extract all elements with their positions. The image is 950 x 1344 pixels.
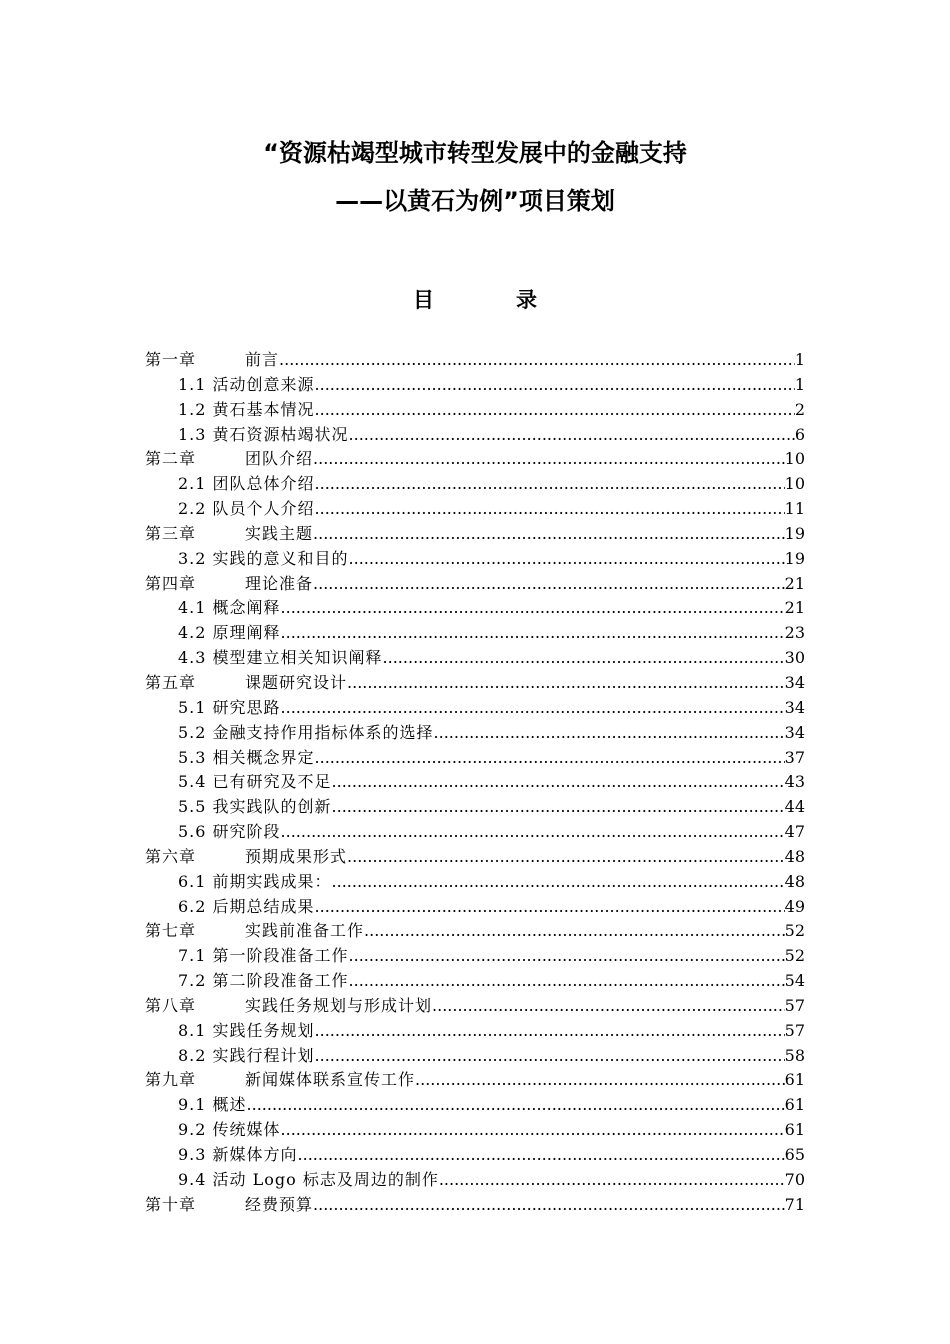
toc-entry-text: 9.2 传统媒体 <box>178 1120 281 1140</box>
toc-dot-leader <box>313 447 785 472</box>
toc-entry-text: 4.1 概念阐释 <box>178 598 281 618</box>
toc-entry-text: 9.3 新媒体方向 <box>178 1145 298 1164</box>
toc-dot-leader <box>347 845 785 870</box>
toc-page-number: 6 <box>794 424 805 444</box>
toc-section-entry[interactable] <box>145 1143 805 1168</box>
toc-dot-leader <box>279 348 795 373</box>
toc-heading-char-2: 录 <box>516 288 537 312</box>
toc-page-number: 49 <box>784 896 805 916</box>
toc-section-entry[interactable] <box>145 646 805 671</box>
toc-page-number: 57 <box>784 1020 805 1040</box>
toc-dot-leader <box>313 1193 785 1218</box>
toc-entry-text: 1.3 黄石资源枯竭状况 <box>178 424 349 444</box>
toc-chapter-number: 第七章 <box>145 921 197 941</box>
toc-section-entry[interactable] <box>145 423 805 448</box>
toc-dot-leader <box>383 646 785 671</box>
toc-dot-leader <box>315 373 795 398</box>
toc-section-entry[interactable] <box>145 696 805 721</box>
toc-entry-text: 5.3 相关概念界定 <box>178 747 315 767</box>
toc-entry-text: 新闻媒体联系宣传工作 <box>245 1070 416 1090</box>
toc-page-number: 52 <box>784 946 805 966</box>
toc-entry-text: 1.2 黄石基本情况 <box>178 399 315 419</box>
toc-entry-text: 实践前准备工作 <box>245 921 365 941</box>
toc-section-entry[interactable] <box>145 895 805 920</box>
toc-dot-leader <box>281 1118 785 1143</box>
toc-chapter-entry[interactable] <box>145 994 805 1019</box>
toc-entry-text: 前言 <box>245 350 280 369</box>
toc-entry-text: 9.1 概述 <box>178 1095 247 1115</box>
toc-section-entry[interactable] <box>145 969 805 994</box>
toc-page-number: 34 <box>784 697 805 717</box>
toc-entry-text: 1.1 活动创意来源 <box>178 374 315 394</box>
toc-dot-leader <box>332 770 785 795</box>
toc-page-number: 71 <box>784 1194 805 1214</box>
toc-entry-text: 经费预算 <box>245 1194 314 1214</box>
toc-dot-leader <box>247 1093 785 1118</box>
toc-section-entry[interactable] <box>145 472 805 497</box>
toc-section-entry[interactable] <box>145 746 805 771</box>
document-title-line-2: ——以黄石为例”项目策划 <box>335 187 615 215</box>
toc-page-number: 61 <box>784 1095 805 1115</box>
toc-entry-text: 5.5 我实践队的创新 <box>178 797 332 817</box>
toc-entry-text: 7.2 第二阶段准备工作 <box>178 971 349 991</box>
toc-dot-leader <box>349 547 785 572</box>
toc-chapter-entry[interactable] <box>145 1193 805 1218</box>
toc-chapter-entry[interactable] <box>145 845 805 870</box>
toc-page-number: 43 <box>784 772 805 792</box>
toc-section-entry[interactable] <box>145 596 805 621</box>
toc-dot-leader <box>315 398 795 423</box>
toc-page-number: 1 <box>794 350 805 369</box>
toc-dot-leader <box>313 572 785 597</box>
toc-dot-leader <box>315 1019 785 1044</box>
toc-dot-leader <box>349 969 785 994</box>
toc-dot-leader <box>432 994 785 1019</box>
toc-page-number: 19 <box>784 523 805 543</box>
toc-dot-leader <box>281 696 785 721</box>
toc-chapter-number: 第五章 <box>145 672 197 692</box>
toc-chapter-number: 第六章 <box>145 846 197 866</box>
toc-page-number: 47 <box>784 822 805 842</box>
toc-page-number: 30 <box>784 648 805 668</box>
toc-dot-leader <box>434 721 785 746</box>
toc-section-entry[interactable] <box>145 1019 805 1044</box>
toc-page-number: 61 <box>784 1120 805 1140</box>
toc-section-entry[interactable] <box>145 795 805 820</box>
toc-dot-leader <box>313 522 785 547</box>
toc-entry-text: 2.1 团队总体介绍 <box>178 474 315 494</box>
toc-dot-leader <box>364 919 785 944</box>
toc-chapter-entry[interactable] <box>145 348 805 373</box>
toc-entry-text: 实践任务规划与形成计划 <box>245 995 433 1015</box>
toc-entry-text: 2.2 队员个人介绍 <box>178 499 315 519</box>
toc-dot-leader <box>315 497 785 522</box>
toc-page-number: 70 <box>784 1169 805 1189</box>
toc-entry-text: 团队介绍 <box>245 449 314 469</box>
toc-section-entry[interactable] <box>145 1093 805 1118</box>
toc-entry-text: 3.2 实践的意义和目的 <box>178 548 349 568</box>
toc-entry-text: 5.2 金融支持作用指标体系的选择 <box>178 722 434 742</box>
toc-dot-leader <box>315 746 785 771</box>
toc-chapter-number: 第四章 <box>145 573 197 593</box>
toc-section-entry[interactable] <box>145 1168 805 1193</box>
toc-section-entry[interactable] <box>145 1044 805 1069</box>
toc-page-number: 21 <box>784 573 805 593</box>
toc-entry-text: 理论准备 <box>245 573 314 593</box>
toc-page-number: 65 <box>784 1145 805 1164</box>
toc-entry-text: 6.2 后期总结成果 <box>178 896 315 916</box>
toc-entry-text: 9.4 活动 Logo 标志及周边的制作 <box>178 1169 439 1189</box>
toc-heading-char-1: 目 <box>413 288 434 312</box>
toc-dot-leader <box>349 423 795 448</box>
toc-page-number: 37 <box>784 747 805 767</box>
toc-section-entry[interactable] <box>145 398 805 423</box>
toc-dot-leader <box>415 1068 785 1093</box>
toc-page-number: 23 <box>784 623 805 643</box>
toc-page-number: 1 <box>794 374 805 394</box>
toc-section-entry[interactable] <box>145 373 805 398</box>
toc-page-number: 54 <box>784 971 805 991</box>
toc-section-entry[interactable] <box>145 497 805 522</box>
toc-page-number: 34 <box>784 672 805 692</box>
toc-entry-text: 5.6 研究阶段 <box>178 822 281 842</box>
toc-section-entry[interactable] <box>145 770 805 795</box>
toc-page-number: 52 <box>784 921 805 941</box>
toc-dot-leader <box>298 1143 785 1168</box>
toc-entry-text: 6.1 前期实践成果： <box>178 871 332 891</box>
toc-page-number: 57 <box>784 995 805 1015</box>
toc-page-number: 48 <box>784 846 805 866</box>
toc-section-entry[interactable] <box>145 944 805 969</box>
toc-chapter-number: 第八章 <box>145 995 197 1015</box>
toc-dot-leader <box>315 895 785 920</box>
toc-page-number: 19 <box>784 548 805 568</box>
toc-page-number: 10 <box>784 474 805 494</box>
toc-entry-text: 预期成果形式 <box>245 846 348 866</box>
toc-chapter-entry[interactable] <box>145 572 805 597</box>
toc-dot-leader <box>281 820 785 845</box>
toc-section-entry[interactable] <box>145 547 805 572</box>
toc-entry-text: 4.2 原理阐释 <box>178 623 281 643</box>
toc-page-number: 61 <box>784 1070 805 1090</box>
toc-entry-text: 8.2 实践行程计划 <box>178 1045 315 1065</box>
toc-section-entry[interactable] <box>145 1118 805 1143</box>
toc-chapter-number: 第三章 <box>145 523 197 543</box>
toc-page-number: 21 <box>784 598 805 618</box>
toc-entry-text: 实践主题 <box>245 523 314 543</box>
toc-dot-leader <box>332 870 785 895</box>
toc-heading <box>0 286 950 314</box>
toc-chapter-entry[interactable] <box>145 1068 805 1093</box>
toc-section-entry[interactable] <box>145 721 805 746</box>
toc-entry-text: 5.4 已有研究及不足 <box>178 772 332 792</box>
toc-entry-text: 8.1 实践任务规划 <box>178 1020 315 1040</box>
toc-page-number: 10 <box>784 449 805 469</box>
toc-page-number: 11 <box>784 499 805 519</box>
toc-chapter-entry[interactable] <box>145 522 805 547</box>
toc-chapter-entry[interactable] <box>145 447 805 472</box>
toc-chapter-number: 第一章 <box>145 350 197 369</box>
toc-entry-text: 5.1 研究思路 <box>178 697 281 717</box>
document-title-line-1: “资源枯竭型城市转型发展中的金融支持 <box>263 139 687 167</box>
toc-page-number: 58 <box>784 1045 805 1065</box>
toc-chapter-number: 第二章 <box>145 449 197 469</box>
toc-dot-leader <box>349 944 785 969</box>
toc-dot-leader <box>315 1044 785 1069</box>
toc-page-number: 34 <box>784 722 805 742</box>
table-of-contents <box>145 348 805 1218</box>
toc-page-number: 2 <box>794 399 805 419</box>
toc-dot-leader <box>332 795 785 820</box>
toc-entry-text: 4.3 模型建立相关知识阐释 <box>178 648 383 668</box>
toc-chapter-entry[interactable] <box>145 919 805 944</box>
toc-dot-leader <box>281 621 785 646</box>
toc-chapter-number: 第十章 <box>145 1194 197 1214</box>
toc-dot-leader <box>439 1168 785 1193</box>
toc-section-entry[interactable] <box>145 621 805 646</box>
toc-chapter-number: 第九章 <box>145 1070 197 1090</box>
toc-entry-text: 课题研究设计 <box>245 672 348 692</box>
toc-page-number: 44 <box>784 797 805 817</box>
toc-dot-leader <box>347 671 785 696</box>
toc-section-entry[interactable] <box>145 820 805 845</box>
toc-page-number: 48 <box>784 871 805 891</box>
toc-section-entry[interactable] <box>145 870 805 895</box>
toc-dot-leader <box>281 596 785 621</box>
toc-entry-text: 7.1 第一阶段准备工作 <box>178 946 349 966</box>
toc-dot-leader <box>315 472 785 497</box>
toc-chapter-entry[interactable] <box>145 671 805 696</box>
